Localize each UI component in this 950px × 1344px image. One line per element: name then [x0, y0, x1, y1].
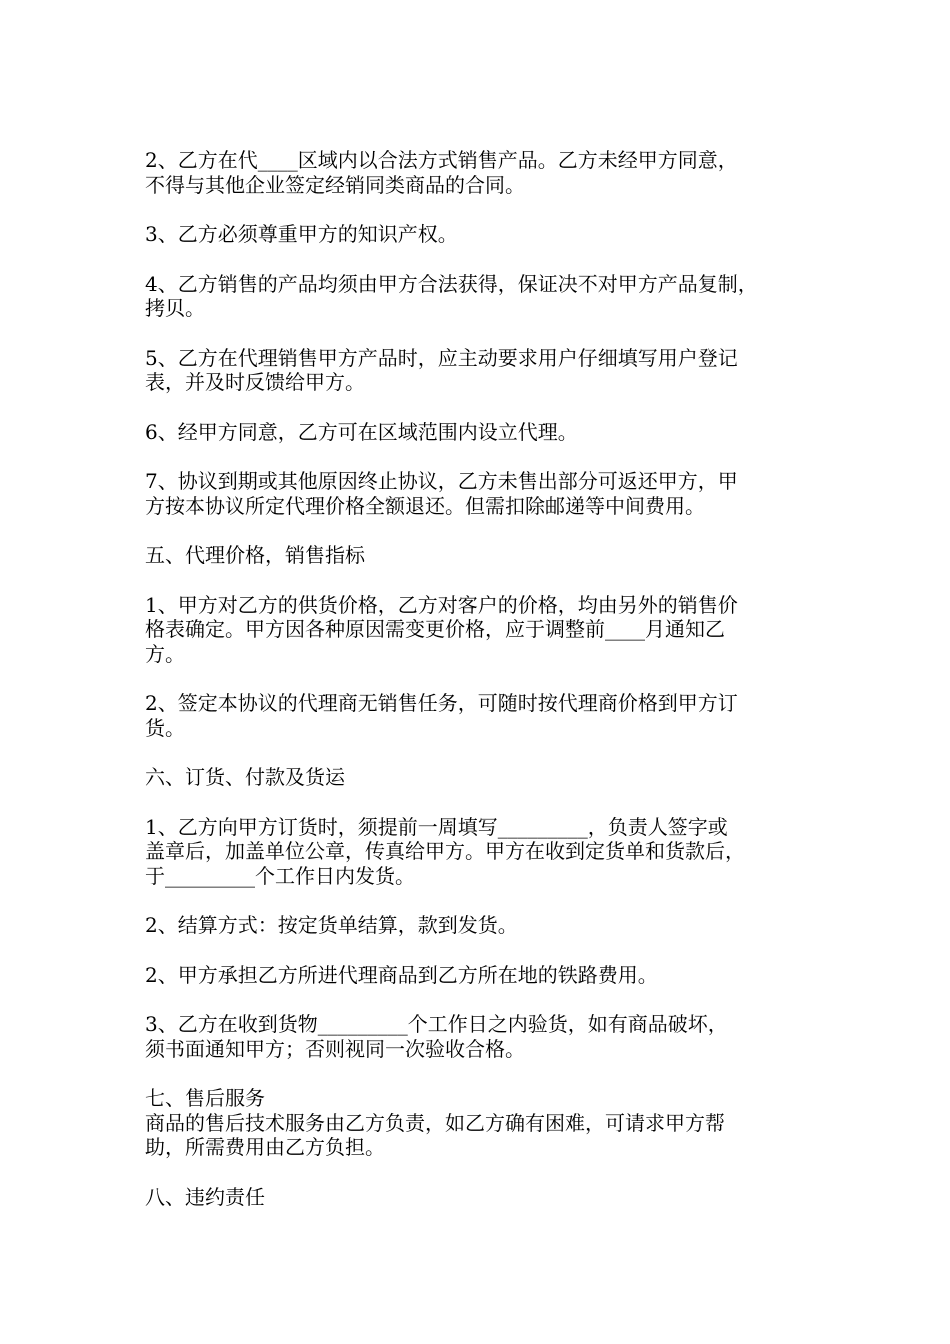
- clause-4-2: 2、乙方在代____区域内以合法方式销售产品。乙方未经甲方同意， 不得与其他企业签定经销同类商品的合同。: [145, 148, 738, 197]
- clause-6-2b: 2、甲方承担乙方所进代理商品到乙方所在地的铁路费用。: [145, 962, 658, 987]
- clause-4-3: 3、乙方必须尊重甲方的知识产权。: [145, 222, 458, 246]
- clause-6-3: 3、乙方在收到货物_________个工作日之内验货，如有商品破坏， 须书面通知甲方；否则视同一次验收合格。: [145, 1012, 728, 1061]
- clause-4-4: 4、乙方销售的产品均须由甲方合法获得，保证决不对甲方产品复制， 拷贝。: [145, 271, 758, 320]
- section-heading-8: 八、违约责任: [145, 1184, 265, 1209]
- clause-4-6: 6、经甲方同意，乙方可在区域范围内设立代理。: [145, 419, 578, 444]
- clause-6-2: 2、结算方式：按定货单结算，款到发货。: [145, 913, 518, 937]
- clause-5-1: 1、甲方对乙方的供货价格，乙方对客户的价格，均由另外的销售价 格表确定。甲方因各种原因需变更价格，应于调整前____月通知乙 方。: [145, 592, 738, 666]
- clause-7-body: 商品的售后技术服务由乙方负责，如乙方确有困难，可请求甲方帮 助，所需费用由乙方负担。: [145, 1110, 725, 1159]
- document-page: [145, 148, 825, 1234]
- section-heading-5: 五、代理价格，销售指标: [145, 543, 365, 567]
- clause-6-1: 1、乙方向甲方订货时，须提前一周填写_________，负责人签字或 盖章后，加盖单位公章，传真给甲方。甲方在收到定货单和货款后， 于_________个工作日内发货。: [145, 814, 745, 888]
- section-heading-6: 六、订货、付款及货运: [145, 765, 345, 789]
- clause-4-5: 5、乙方在代理销售甲方产品时，应主动要求用户仔细填写用户登记 表，并及时反馈给甲方。: [145, 345, 738, 394]
- section-heading-7: 七、售后服务: [145, 1086, 265, 1110]
- clause-5-2: 2、签定本协议的代理商无销售任务，可随时按代理商价格到甲方订 货。: [145, 691, 738, 740]
- clause-4-7: 7、协议到期或其他原因终止协议，乙方未售出部分可返还甲方，甲 方按本协议所定代理价格全额退还。但需扣除邮递等中间费用。: [145, 469, 738, 518]
